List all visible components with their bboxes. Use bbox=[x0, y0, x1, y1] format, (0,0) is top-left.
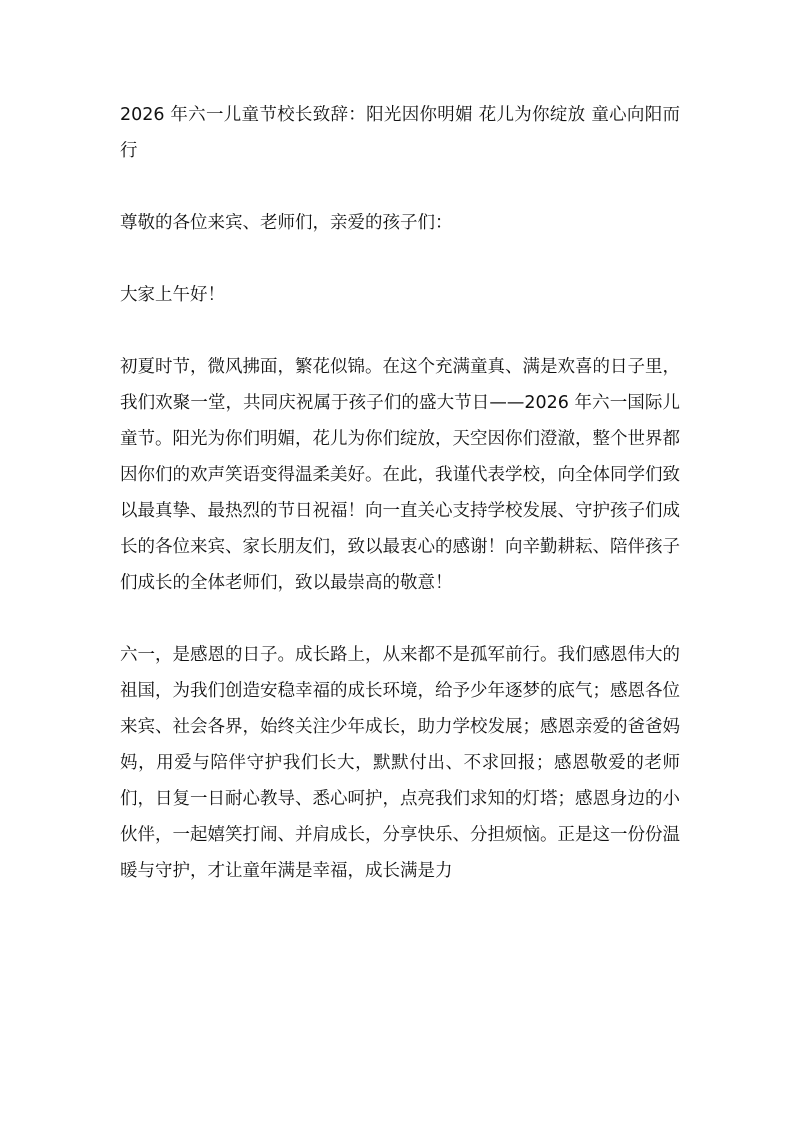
salutation: 尊敬的各位来宾、老师们，亲爱的孩子们： bbox=[120, 213, 453, 233]
paragraph-1: 初夏时节，微风拂面，繁花似锦。在这个充满童真、满是欢喜的日子里，我们欢聚一堂，共同庆祝属于孩子们的盛大节日——2026 年六一国际儿童节。阳光为你们明媚，花儿为你们绽放，天空因你们澄澈，整个世界都因你们的欢声笑语变得温柔美好。在此，我谨代表学校，向全体同学们致以最真挚、最热烈的节日祝福！向一直关心支持学校发展、守护孩子们成长的各位来宾、家长朋友们，致以最衷心的感谢！向辛勤耕耘、陪伴孩子们成长的全体老师们，致以最崇高的敬意！ bbox=[120, 357, 680, 593]
document-body bbox=[120, 97, 680, 925]
paragraph-2: 六一，是感恩的日子。成长路上，从来都不是孤军前行。我们感恩伟大的祖国，为我们创造安稳幸福的成长环境，给予少年逐梦的底气；感恩各位来宾、社会各界，始终关注少年成长，助力学校发展；感恩亲爱的爸爸妈妈，用爱与陪伴守护我们长大，默默付出、不求回报；感恩敬爱的老师们，日复一日耐心教导、悉心呵护，点亮我们求知的灯塔；感恩身边的小伙伴，一起嬉笑打闹、并肩成长，分享快乐、分担烦恼。正是这一份份温暖与守护，才让童年满是幸福，成长满是力 bbox=[120, 645, 680, 881]
greeting: 大家上午好！ bbox=[120, 285, 225, 305]
document-title: 2026 年六一儿童节校长致辞：阳光因你明媚 花儿为你绽放 童心向阳而行 bbox=[120, 105, 680, 161]
